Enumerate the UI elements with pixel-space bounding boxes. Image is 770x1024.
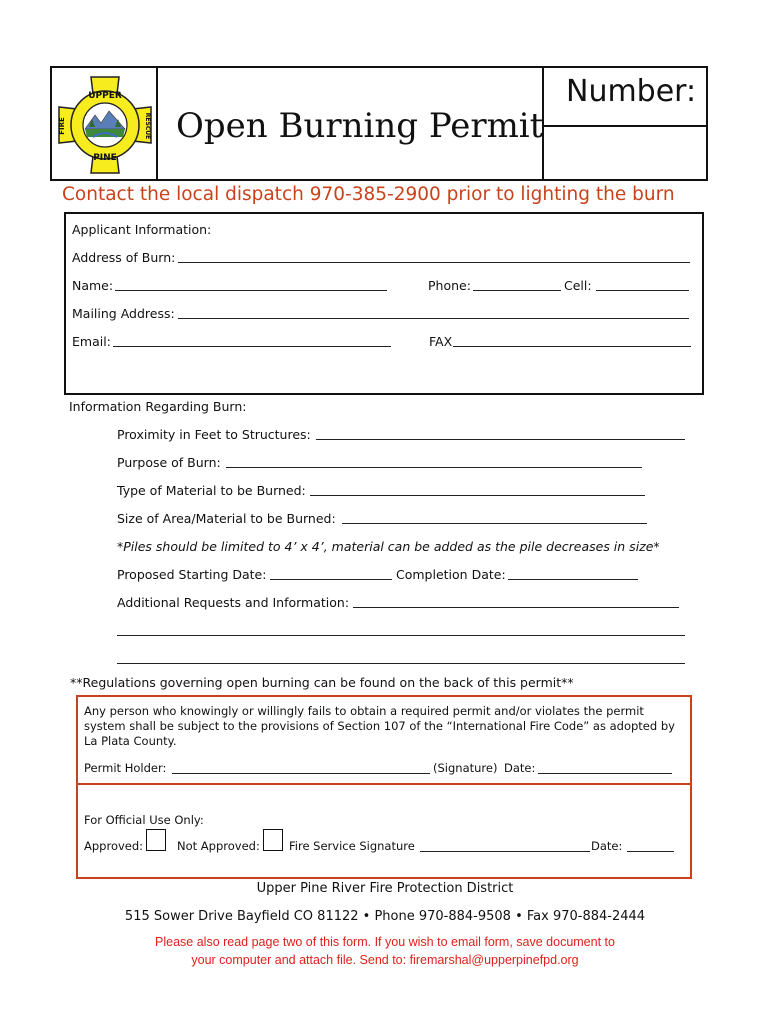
title-cell [156, 68, 542, 179]
not-approved-checkbox[interactable] [263, 829, 283, 851]
phone-field[interactable] [473, 290, 561, 291]
fax-field[interactable] [453, 346, 691, 347]
email-label: Email: [72, 334, 111, 349]
holder-date-field[interactable] [538, 773, 672, 774]
approved-checkbox[interactable] [146, 829, 166, 851]
legal-line-2: system shall be subject to the provisions of Section 107 of the “International Fire Code” as adopted by [84, 719, 675, 733]
logo-text-top: UPPER [88, 91, 122, 101]
official-date-field[interactable] [627, 851, 674, 852]
legal-line-1: Any person who knowingly or willingly fails to obtain a required permit and/or violates the permit [84, 704, 644, 718]
number-cell [542, 68, 708, 179]
form-title: Open Burning Permit [176, 106, 544, 146]
name-label: Name: [72, 278, 114, 293]
start-date-field[interactable] [270, 579, 392, 580]
piles-note: *Piles should be limited to 4’ x 4’, material can be added as the pile decreases in size* [117, 539, 660, 554]
proximity-label: Proximity in Feet to Structures: [117, 427, 311, 442]
completion-date-field[interactable] [508, 579, 638, 580]
purpose-label: Purpose of Burn: [117, 455, 221, 470]
email-field[interactable] [113, 346, 391, 347]
address-label: Address of Burn: [72, 250, 176, 265]
logo-cell [52, 68, 158, 179]
purpose-field[interactable] [226, 467, 642, 468]
dispatch-notice: Contact the local dispatch 970-385-2900 prior to lighting the burn [62, 184, 675, 205]
email-instructions-line-2: your computer and attach file. Send to: firemarshal@upperpinefpd.org [191, 953, 579, 967]
additional-requests-field[interactable] [353, 607, 679, 608]
form-header [50, 66, 708, 181]
material-type-field[interactable] [310, 495, 645, 496]
signature-label: (Signature) [433, 761, 498, 775]
district-address: 515 Sower Drive Bayfield CO 81122 • Phone 970-884-9508 • Fax 970-884-2444 [124, 909, 646, 924]
additional-requests-line-2[interactable] [117, 635, 685, 636]
applicant-info-box [64, 212, 704, 395]
start-date-label: Proposed Starting Date: [117, 567, 267, 582]
not-approved-label: Not Approved: [177, 839, 260, 853]
official-use-heading: For Official Use Only: [84, 813, 204, 827]
official-use-box [76, 785, 692, 879]
area-size-label: Size of Area/Material to be Burned: [117, 511, 336, 526]
fire-service-signature-label: Fire Service Signature [289, 839, 415, 853]
email-instructions-line-1: Please also read page two of this form. If you wish to email form, save document to [155, 935, 615, 949]
area-size-field[interactable] [342, 523, 647, 524]
proximity-field[interactable] [316, 439, 685, 440]
fire-service-signature-field[interactable] [420, 851, 590, 852]
number-divider [544, 125, 708, 127]
permit-holder-signature-field[interactable] [172, 773, 430, 774]
logo-text-right: RESCUE [144, 112, 151, 140]
mailing-address-label: Mailing Address: [72, 306, 175, 321]
completion-date-label: Completion Date: [396, 567, 506, 582]
number-label: Number: [566, 74, 697, 109]
cell-label: Cell: [564, 278, 592, 293]
mailing-address-field[interactable] [178, 318, 689, 319]
address-field[interactable] [178, 262, 690, 263]
fire-rescue-logo [52, 68, 156, 179]
material-type-label: Type of Material to be Burned: [117, 483, 306, 498]
burn-info-heading: Information Regarding Burn: [69, 399, 247, 414]
additional-requests-label: Additional Requests and Information: [117, 595, 350, 610]
permit-holder-label: Permit Holder: [84, 761, 167, 775]
applicant-heading: Applicant Information: [72, 222, 212, 237]
logo-text-left: FIRE [58, 117, 66, 135]
holder-date-label: Date: [504, 761, 536, 775]
legal-line-3: La Plata County. [84, 734, 177, 748]
cell-field[interactable] [596, 290, 689, 291]
additional-requests-line-3[interactable] [117, 663, 685, 664]
approved-label: Approved: [84, 839, 144, 853]
regulations-note: **Regulations governing open burning can be found on the back of this permit** [70, 675, 574, 690]
district-name: Upper Pine River Fire Protection District [256, 881, 514, 896]
fax-label: FAX [429, 334, 453, 349]
official-date-label: Date: [591, 839, 623, 853]
name-field[interactable] [115, 290, 387, 291]
phone-label: Phone: [428, 278, 471, 293]
logo-text-bottom: PINE [93, 153, 117, 163]
